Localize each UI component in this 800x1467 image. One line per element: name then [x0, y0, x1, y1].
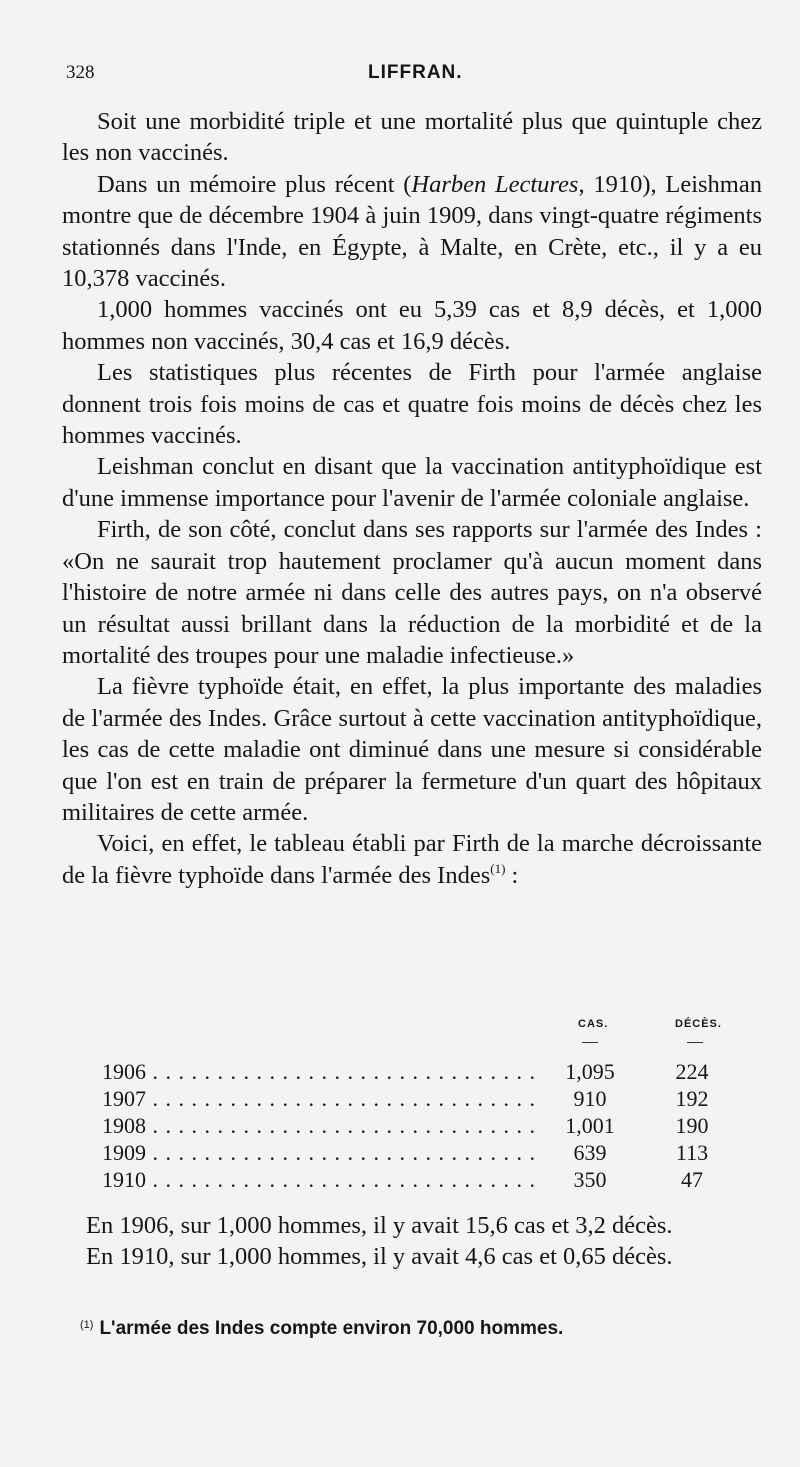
summary-line: En 1910, sur 1,000 hommes, il y avait 4,6 cas et 0,65 décès.: [86, 1243, 673, 1271]
year-cell: 1907 . . .: [102, 1085, 542, 1112]
cases-cell: 639: [573, 1140, 607, 1165]
table-intro-tail: :: [505, 861, 519, 889]
cases-cell: 1,095: [565, 1059, 615, 1084]
cases-cell: 350: [573, 1167, 607, 1192]
deaths-cell: 224: [675, 1059, 709, 1084]
column-rule: [687, 1042, 703, 1043]
column-rule: [582, 1042, 598, 1043]
deaths-cell: 192: [675, 1086, 709, 1111]
column-header-cases: CAS.: [578, 1018, 609, 1030]
year-cell: 1910 . . .: [102, 1166, 542, 1193]
table-row: [102, 1112, 732, 1139]
body-text: [62, 106, 762, 891]
running-head: LIFFRAN.: [368, 62, 463, 83]
page-header: [66, 62, 752, 92]
deaths-cell: 47: [681, 1167, 703, 1192]
summary-line: En 1906, sur 1,000 hommes, il y avait 15,6 cas et 3,2 décès.: [86, 1212, 673, 1239]
footnote-text: L'armée des Indes compte environ 70,000 hommes.: [99, 1318, 564, 1339]
year-cell: 1909 . . .: [102, 1139, 542, 1166]
footnote-ref: (1): [490, 860, 506, 876]
table-row: [102, 1139, 732, 1166]
year-cell: 1906 . . .: [102, 1058, 542, 1085]
paragraph: Firth, de son côté, conclut dans ses rapports sur l'armée des Indes : «On ne saurait trop hautement proclamer qu'à aucun moment dans l'histoire de notre armée ni dans celle des autres pays, on n'a observé un résultat aussi brillant dans la réduction de la morbidité et de la mortalité des troupes pour une maladie infectieuse.»: [62, 516, 762, 669]
paragraph-table-intro: [62, 828, 762, 891]
deaths-cell: 190: [675, 1113, 709, 1138]
paragraph: Leishman montre que de décembre 1904 à juin 1909, dans vingt-quatre régiments stationnés dans l'Inde, en Égypte, à Malte, en Crète, etc., il y a eu 10,378 vaccinés.: [62, 170, 762, 293]
paragraph: La fièvre typhoïde était, en effet, la plus importante des maladies de l'armée des Indes. Grâce surtout à cette vaccination antityphoïdique, les cas de cette maladie ont diminué dans une mesure si considérable que l'on est en train de préparer la fermeture d'un quart des hôpitaux militaires de cette armée.: [62, 673, 762, 826]
typhoid-table: [102, 1018, 732, 1193]
year-cell: 1908 . . .: [102, 1112, 542, 1139]
deaths-cell: 113: [675, 1140, 709, 1165]
table-header: [102, 1018, 732, 1058]
paragraph: 1,000 hommes vaccinés ont eu 5,39 cas et 8,9 décès, et 1,000 hommes non vaccinés, 30,4 cas et 16,9 décès.: [62, 296, 762, 355]
page-number: 328: [66, 62, 95, 83]
table-body: [102, 1058, 732, 1193]
paragraph: Les statistiques plus récentes de Firth pour l'armée anglaise donnent trois fois moins de cas et quatre fois moins de décès chez les hommes vaccinés.: [62, 359, 762, 450]
table-row: [102, 1058, 732, 1085]
footnote: [80, 1312, 760, 1342]
memoir-lead: Dans un mémoire plus récent (: [97, 170, 412, 198]
paragraph: Leishman conclut en disant que la vaccination antityphoïdique est d'une immense importance pour l'avenir de l'armée coloniale anglaise.: [62, 453, 762, 512]
summary: [62, 1210, 762, 1273]
memoir-title: Harben Lectures: [411, 170, 579, 198]
paragraph: Soit une morbidité triple et une mortalité plus que quintuple chez les non vaccinés.: [62, 108, 762, 167]
table-row: [102, 1085, 732, 1112]
column-header-deaths: DÉCÈS.: [675, 1018, 722, 1030]
cases-cell: 1,001: [565, 1113, 615, 1138]
table-row: [102, 1166, 732, 1193]
cases-cell: 910: [573, 1086, 607, 1111]
footnote-mark: (1): [80, 1319, 94, 1331]
memoir-tail: , 1910),: [578, 170, 657, 198]
paragraph-memoir: [62, 169, 762, 295]
table-intro: Voici, en effet, le tableau établi par Firth de la marche décroissante de la fièvre typhoïde dans l'armée des Indes: [62, 830, 762, 889]
